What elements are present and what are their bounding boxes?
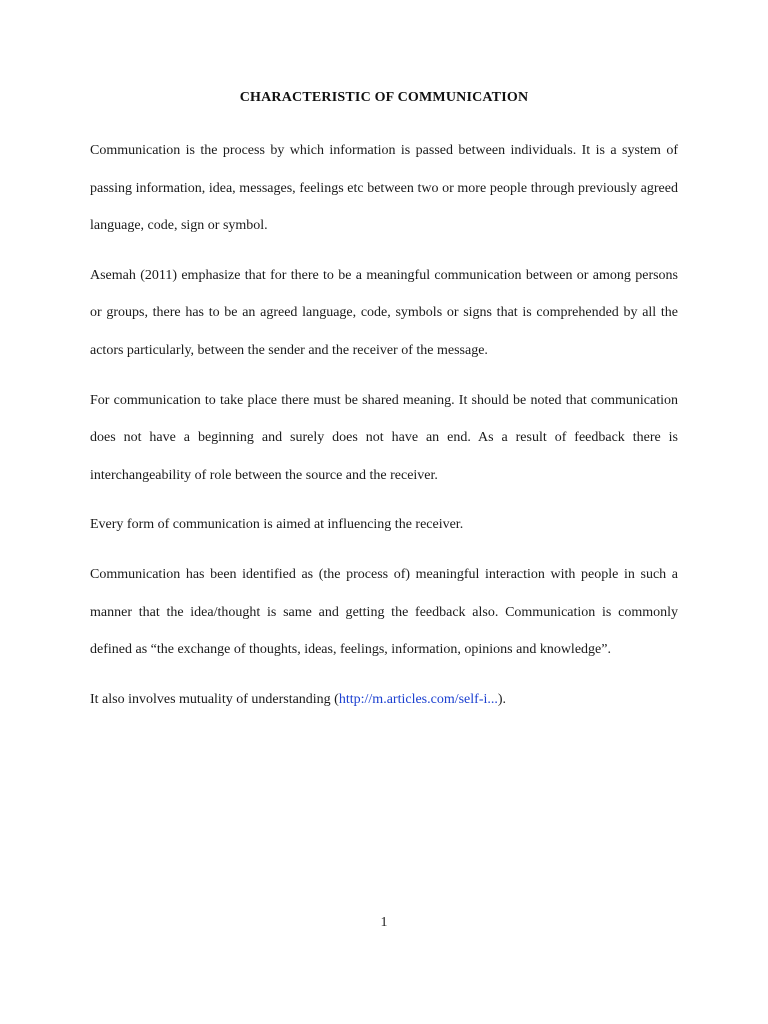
mutuality-prefix: It also involves mutuality of understanding ( <box>90 691 339 707</box>
paragraph-asemah: Asemah (2011) emphasize that for there to be a meaningful communication between or among persons or groups, there has to be an agreed language, code, symbols or signs that is comprehended by all the actors particularly, between the sender and the receiver of the message. <box>90 267 678 358</box>
reference-link[interactable]: http://m.articles.com/self-i... <box>338 691 498 707</box>
paragraph-influencing: Every form of communication is aimed at influencing the receiver. <box>90 517 464 533</box>
paragraph-interaction: Communication has been identified as (the process of) meaningful interaction with people in such a manner that the idea/thought is same and getting the feedback also. Communication is commonly defined as “the exchange of thoughts, ideas, feelings, information, opinions and knowledge”. <box>90 566 678 658</box>
document-title: CHARACTERISTIC OF COMMUNICATION <box>239 90 529 105</box>
paragraph-mutuality <box>90 681 678 719</box>
document-body <box>90 132 678 730</box>
paragraph-definition: Communication is the process by which information is passed between individuals. It is a system of passing information, idea, messages, feelings etc between two or more people through previously agreed language, code, sign or symbol. <box>90 143 678 234</box>
paragraph-shared-meaning: For communication to take place there must be shared meaning. It should be noted that communication does not have a beginning and surely does not have an end. As a result of feedback there is interchangeability of role between the source and the receiver. <box>90 392 678 483</box>
mutuality-suffix: ). <box>497 691 507 707</box>
page-number: 1 <box>380 915 388 930</box>
